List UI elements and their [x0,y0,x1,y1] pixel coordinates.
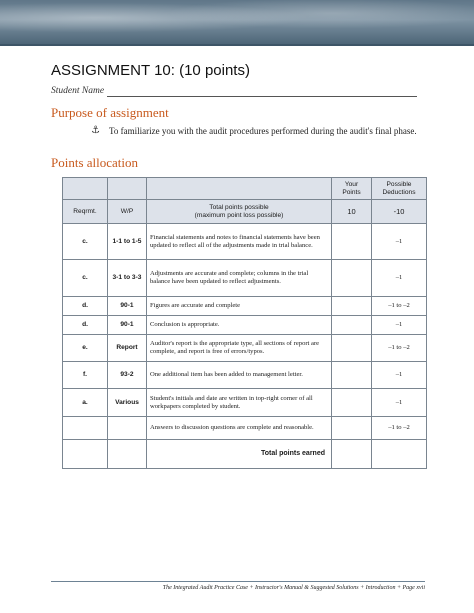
page-footer: The Integrated Audit Practice Case + Instructor's Manual & Suggested Solutions + Introduction + Page xvii [162,585,425,591]
wp-cell: Various [108,389,147,417]
table-header-row-2 [63,200,427,224]
deduction-cell: –1 [372,260,427,297]
wp-cell: 90-1 [108,297,147,316]
req-cell: c. [63,224,108,260]
req-cell: a. [63,389,108,417]
description-cell: One additional item has been added to management letter. [147,362,332,389]
points-allocation-table [62,177,427,469]
total-possible-line2: (maximum point loss possible) [194,211,284,219]
your-points-cell[interactable] [332,316,372,335]
table-row [63,362,427,389]
page-title: ASSIGNMENT 10: (10 points) [51,62,250,79]
your-points-cell[interactable] [332,389,372,417]
wp-cell: 93-2 [108,362,147,389]
purpose-text: To familiarize you with the audit procedures performed during the audit's final phase. [109,126,417,136]
deduction-cell: –1 to –2 [372,335,427,362]
wp-cell: 3-1 to 3-3 [108,260,147,297]
total-empty-cell [108,440,147,469]
table-row [63,316,427,335]
possible-deductions-header: Possible Deductions [372,178,427,200]
req-cell: e. [63,335,108,362]
description-cell: Answers to discussion questions are complete and reasonable. [147,417,332,440]
table-row [63,335,427,362]
req-cell: c. [63,260,108,297]
wp-cell [108,417,147,440]
description-cell: Adjustments are accurate and complete; columns in the trial balance have been updated to reflect adjustments. [147,260,332,297]
your-points-cell[interactable] [332,417,372,440]
your-points-cell[interactable] [332,297,372,316]
student-name-field[interactable] [107,96,417,97]
footer-divider [51,581,425,582]
req-cell: d. [63,316,108,335]
total-possible-line1: Total points possible [209,203,269,211]
wp-cell: 90-1 [108,316,147,335]
total-points-earned-cell[interactable] [332,440,372,469]
deduction-cell: –1 [372,389,427,417]
table-row [63,297,427,316]
deduction-cell: –1 [372,316,427,335]
your-points-cell[interactable] [332,335,372,362]
wp-header: W/P [108,200,147,224]
req-cell [63,417,108,440]
header-empty-cell [63,178,108,200]
header-empty-cell [147,178,332,200]
header-banner-image [0,0,474,44]
total-row [63,440,427,469]
total-possible-header [147,200,332,224]
description-cell: Student's initials and date are written in top-right corner of all workpapers completed by student. [147,389,332,417]
your-points-header: Your Points [332,178,372,200]
description-cell: Financial statements and notes to financial statements have been updated to reflect all of the adjustments made in trial balance. [147,224,332,260]
deductions-total: -10 [372,200,427,224]
deduction-cell: –1 [372,224,427,260]
points-allocation-heading: Points allocation [51,155,139,170]
student-name-label: Student Name [51,86,105,96]
your-points-cell[interactable] [332,260,372,297]
table-row [63,260,427,297]
deduction-cell: –1 to –2 [372,297,427,316]
wp-cell: Report [108,335,147,362]
wp-cell: 1-1 to 1-5 [108,224,147,260]
table-header-row-1 [63,178,427,200]
table-row [63,417,427,440]
header-empty-cell [108,178,147,200]
total-empty-cell [372,440,427,469]
your-points-cell[interactable] [332,362,372,389]
description-cell: Conclusion is appropriate. [147,316,332,335]
header-divider [0,44,474,46]
description-cell: Figures are accurate and complete [147,297,332,316]
req-cell: f. [63,362,108,389]
table-row [63,389,427,417]
total-empty-cell [63,440,108,469]
req-cell: d. [63,297,108,316]
your-points-cell[interactable] [332,224,372,260]
deduction-cell: –1 to –2 [372,417,427,440]
total-points-earned-label: Total points earned [147,440,332,469]
reqrmt-header: Reqrmt. [63,200,108,224]
your-points-total: 10 [332,200,372,224]
anchor-bullet-icon: ⚓ [91,125,100,136]
table-row [63,224,427,260]
purpose-heading: Purpose of assignment [51,105,169,120]
deduction-cell: –1 [372,362,427,389]
description-cell: Auditor's report is the appropriate type, all sections of report are complete, and report is free of errors/typos. [147,335,332,362]
